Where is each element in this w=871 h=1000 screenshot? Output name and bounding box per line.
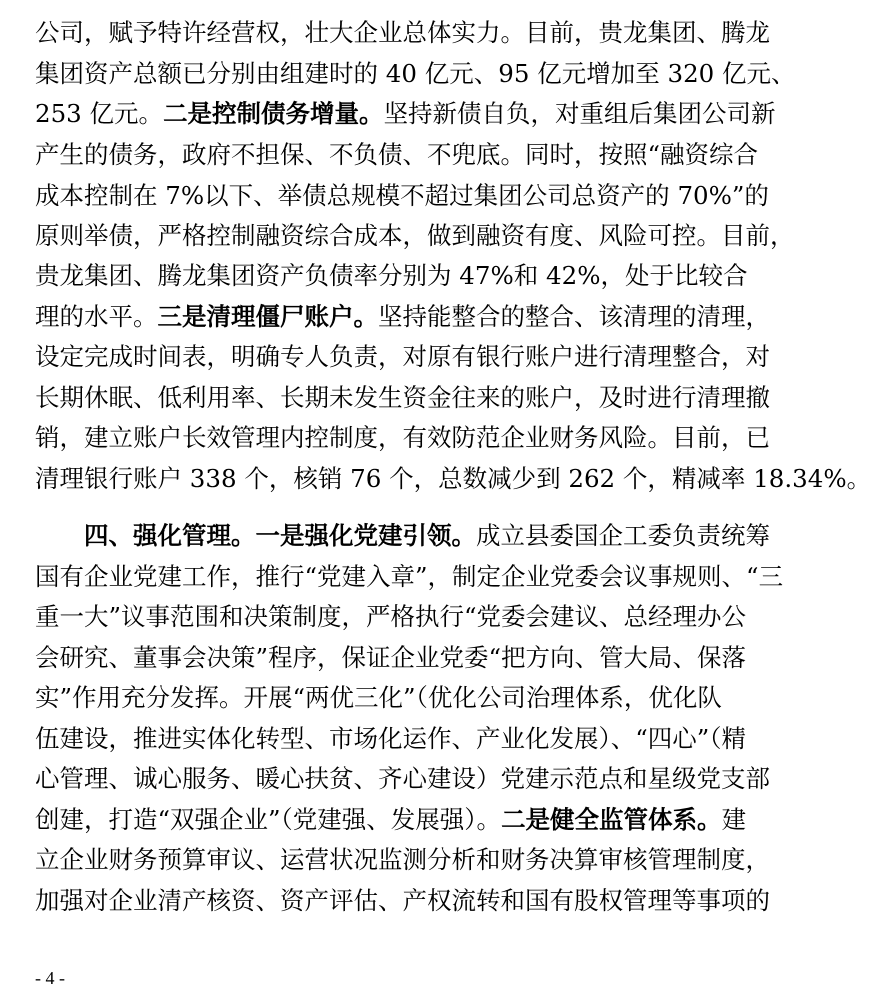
line-text: 集团资产总额已分别由组建时的 40 亿元、95 亿元增加至 320 亿元、 — [35, 59, 796, 88]
line-text: 设定完成时间表，明确专人负责，对原有银行账户进行清理整合，对 — [35, 342, 770, 371]
line-text: 销，建立账户长效管理内控制度，有效防范企业财务风险。目前，已 — [35, 423, 770, 452]
bold-heading-text: 二是控制债务增量。 — [163, 99, 384, 128]
text-line — [35, 300, 770, 334]
line-text: 心管理、诚心服务、暖心扶贫、齐心建设）党建示范点和星级党支部 — [35, 764, 770, 793]
text-line — [35, 16, 770, 50]
text-line — [84, 519, 770, 553]
line-text: 成立县委国企工委负责统筹 — [476, 521, 770, 550]
line-text: 坚持新债自负，对重组后集团公司新 — [383, 99, 776, 128]
text-line — [35, 884, 770, 918]
line-text: 加强对企业清产核资、资产评估、产权流转和国有股权管理等事项的 — [35, 886, 770, 915]
line-text: 建 — [721, 805, 747, 834]
line-text: 成本控制在 7%以下、举债总规模不超过集团公司总资产的 70%”的 — [35, 181, 769, 210]
text-line — [35, 560, 784, 594]
text-line — [35, 762, 770, 796]
text-line — [35, 681, 722, 715]
text-line — [35, 803, 747, 837]
text-line — [35, 421, 770, 455]
bold-heading-text: 三是清理僵尸账户。 — [157, 302, 378, 331]
text-line — [35, 641, 747, 675]
text-line — [35, 462, 871, 496]
text-line — [35, 179, 769, 213]
text-line — [35, 722, 747, 756]
text-line — [35, 138, 759, 172]
line-text: 清理银行账户 338 个，核销 76 个，总数减少到 262 个，精减率 18.34%。 — [35, 464, 871, 493]
bold-heading-text: 二是健全监管体系。 — [501, 805, 722, 834]
page-number: - 4 - — [35, 968, 65, 988]
line-text: 253 亿元。 — [35, 99, 164, 128]
text-line — [35, 381, 770, 415]
bold-heading-text: 四、强化管理。 — [84, 521, 256, 550]
line-text: 坚持能整合的整合、该清理的清理， — [378, 302, 770, 331]
line-text: 伍建设，推进实体化转型、市场化运作、产业化发展）、“四心”（精 — [35, 724, 747, 753]
text-line — [35, 600, 747, 634]
line-text: 贵龙集团、腾龙集团资产负债率分别为 47%和 42%，处于比较合 — [35, 261, 748, 290]
bold-heading-text: 一是强化党建引领。 — [255, 521, 476, 550]
text-line — [35, 97, 776, 131]
text-line — [35, 843, 770, 877]
line-text: 创建，打造“双强企业”（党建强、发展强）。 — [35, 805, 502, 834]
line-text: 重一大”议事范围和决策制度，严格执行“党委会建议、总经理办公 — [35, 602, 747, 631]
line-text: 会研究、董事会决策”程序，保证企业党委“把方向、管大局、保落 — [35, 643, 747, 672]
line-text: 公司，赋予特许经营权，壮大企业总体实力。目前，贵龙集团、腾龙 — [35, 18, 770, 47]
text-line — [35, 340, 770, 374]
text-line — [35, 259, 748, 293]
line-text: 实”作用充分发挥。开展“两优三化”（优化公司治理体系，优化队 — [35, 683, 722, 712]
text-line — [35, 219, 795, 253]
line-text: 长期休眠、低利用率、长期未发生资金往来的账户，及时进行清理撤 — [35, 383, 770, 412]
line-text: 原则举债，严格控制融资综合成本，做到融资有度、风险可控。目前， — [35, 221, 795, 250]
line-text: 立企业财务预算审议、运营状况监测分析和财务决算审核管理制度， — [35, 845, 770, 874]
line-text: 国有企业党建工作，推行“党建入章”，制定企业党委会议事规则、“三 — [35, 562, 784, 591]
line-text: 产生的债务，政府不担保、不负债、不兜底。同时，按照“融资综合 — [35, 140, 759, 169]
line-text: 理的水平。 — [35, 302, 158, 331]
text-line — [35, 57, 796, 91]
